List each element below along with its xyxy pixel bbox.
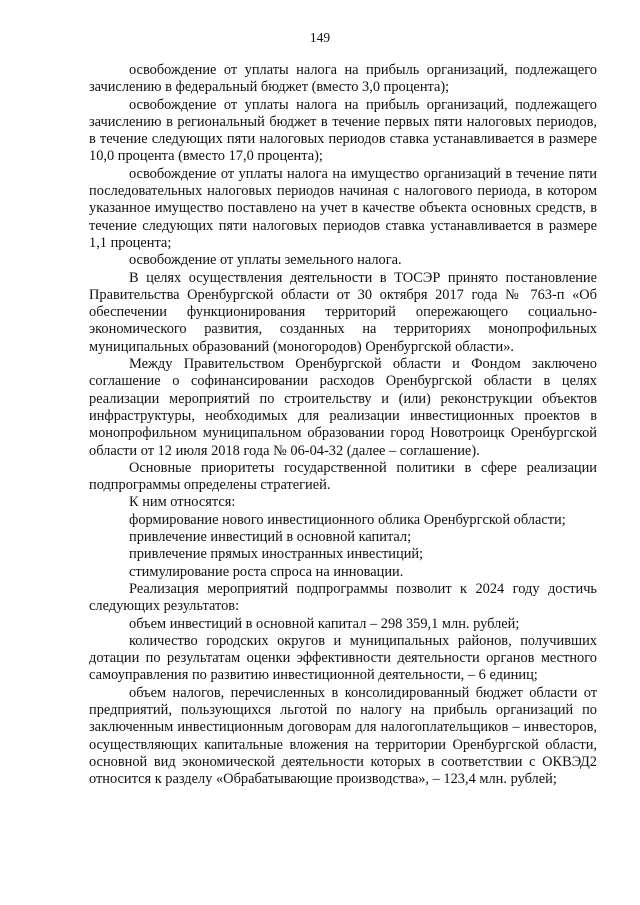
paragraph-list-intro: К ним относятся: [129,494,236,511]
list-item-innovation-demand: стимулирование роста спроса на инновации. [129,563,404,580]
paragraph-policy-priorities: Основные приоритеты государственной политики в сфере реализации подпрограммы определены стратегией. [89,459,597,494]
paragraph-tosed-resolution: В целях осуществления деятельности в ТОСЭР принято постановление Правительства Оренбургской области от 30 октября 2017 года № 763-п «Об обеспечении функционирования территорий опережающего социально-экономического развития, созданных на территориях монопрофильных муниципальных образований (моногородов) Оренбургской области». [89,269,597,355]
document-body [89,62,597,788]
paragraph-land-tax: освобождение от уплаты земельного налога. [129,252,402,269]
list-item-foreign-investment: привлечение прямых иностранных инвестиций; [129,546,424,563]
paragraph-property-tax: освобождение от уплаты налога на имущество организаций в течение пяти последовательных налоговых периодов начиная с налогового периода, в котором указанное имущество поставлено на учет в качестве объекта основных средств, в течение следующих пяти налоговых периодов ставка устанавливается в размере 1,1 процента; [89,165,597,251]
result-item-capital-volume: объем инвестиций в основной капитал – 298 359,1 млн. рублей; [129,615,520,632]
paragraph-cofinancing-agreement: Между Правительством Оренбургской области и Фондом заключено соглашение о софинансировании расходов Оренбургской области в целях реализации мероприятий по строительству и (или) реконструкции объектов инфраструктуры, необходимых для реализации инвестиционных проектов в монопрофильном муниципальном образовании город Новотроицк Оренбургской области от 12 июля 2018 года № 06-04-32 (далее – соглашение). [89,356,597,459]
paragraph-federal-profit-tax: освобождение от уплаты налога на прибыль организаций, подлежащего зачислению в федеральный бюджет (вместо 3,0 процента); [89,62,597,96]
paragraph-results-intro: Реализация мероприятий подпрограммы позволит к 2024 году достичь следующих результатов: [89,580,597,615]
list-item-investment-image: формирование нового инвестиционного облика Оренбургской области; [129,511,566,528]
paragraph-regional-profit-tax: освобождение от уплаты налога на прибыль организаций, подлежащего зачислению в региональный бюджет в течение первых пяти налоговых периодов, в течение следующих пяти налоговых периодов ставка устанавливается в размере 10,0 процента (вместо 17,0 процента); [89,96,597,165]
result-item-tax-volume: объем налогов, перечисленных в консолидированный бюджет области от предприятий, пользующихся льготой по налогу на прибыль организаций по заключенным инвестиционным договорам для налогоплательщиков – инвесторов, осуществляющих капитальные вложения на территории Оренбургской области, основной вид экономической деятельности которых в соответствии с ОКВЭД2 относится к разделу «Обрабатывающие производства», – 123,4 млн. рублей; [89,684,597,788]
page-number: 149 [309,30,331,45]
list-item-capital-investment: привлечение инвестиций в основной капитал; [129,529,412,546]
result-item-subsidized-districts: количество городских округов и муниципальных районов, получивших дотации по результатам оценки эффективности деятельности органов местного самоуправления по развитию инвестиционной деятельности, – 6 единиц; [89,632,597,684]
